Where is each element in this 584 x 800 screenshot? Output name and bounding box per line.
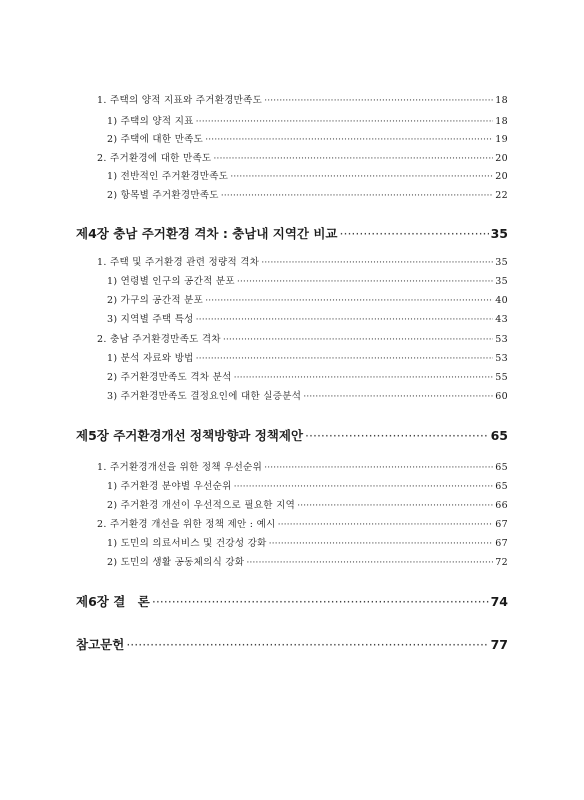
toc-entry-title: 2) 주택에 대한 만족도	[107, 134, 204, 145]
toc-entry[interactable]	[107, 168, 508, 182]
toc-entry-page: 53	[495, 334, 508, 345]
toc-entry-title: 1) 주택의 양적 지표	[107, 116, 194, 127]
toc-entry-page: 77	[490, 637, 508, 652]
toc-entry-page: 40	[495, 295, 508, 306]
toc-entry-title: 2) 도민의 생활 공동체의식 강화	[107, 557, 245, 568]
dot-leader	[340, 226, 489, 241]
toc-entry-page: 67	[495, 538, 508, 549]
dot-leader	[196, 353, 494, 364]
toc-entry-title: 1) 도민의 의료서비스 및 건강성 강화	[107, 538, 267, 549]
toc-entry-page: 20	[495, 153, 508, 164]
toc-entry-page: 53	[495, 353, 508, 364]
toc-entry-page: 20	[495, 171, 508, 182]
toc-entry[interactable]	[107, 554, 508, 568]
dot-leader	[223, 334, 493, 345]
toc-entry[interactable]	[107, 350, 508, 364]
toc-entry[interactable]	[107, 131, 508, 145]
toc-chapter-entry[interactable]	[76, 426, 508, 444]
toc-entry-title: 1. 주거환경개선을 위한 정책 우선순위	[97, 462, 263, 473]
toc-entry[interactable]	[107, 311, 508, 325]
toc-chapter-entry[interactable]	[76, 224, 508, 242]
dot-leader	[264, 462, 493, 473]
toc-entry-page: 19	[495, 134, 508, 145]
toc-entry[interactable]	[107, 497, 508, 511]
toc-entry[interactable]	[97, 516, 508, 530]
toc-entry-page: 43	[495, 314, 508, 325]
toc-entry-title: 1) 전반적인 주거환경만족도	[107, 171, 229, 182]
dot-leader	[126, 637, 488, 652]
dot-leader	[196, 314, 494, 325]
toc-entry-page: 65	[490, 428, 508, 443]
toc-entry-title: 2. 충남 주거환경만족도 격차	[97, 334, 221, 345]
toc-entry-title: 1) 분석 자료와 방법	[107, 353, 194, 364]
toc-entry-page: 55	[495, 372, 508, 383]
toc-entry[interactable]	[97, 92, 508, 106]
toc-entry[interactable]	[107, 292, 508, 306]
toc-entry-page: 18	[495, 95, 508, 106]
toc-entry[interactable]	[107, 535, 508, 549]
dot-leader	[230, 171, 493, 182]
dot-leader	[269, 538, 494, 549]
dot-leader	[196, 116, 494, 127]
toc-entry-title: 3) 주거환경만족도 결정요인에 대한 실증분석	[107, 391, 302, 402]
dot-leader	[237, 276, 493, 287]
toc-entry[interactable]	[107, 478, 508, 492]
toc-entry-page: 18	[495, 116, 508, 127]
toc-entry-title: 2) 항목별 주거환경만족도	[107, 190, 219, 201]
dot-leader	[234, 481, 494, 492]
toc-entry-title: 1) 연령별 인구의 공간적 분포	[107, 276, 235, 287]
toc-entry[interactable]	[97, 254, 508, 268]
dot-leader	[152, 594, 489, 609]
toc-entry[interactable]	[107, 273, 508, 287]
toc-entry-page: 72	[495, 557, 508, 568]
toc-entry-page: 65	[495, 462, 508, 473]
toc-entry[interactable]	[107, 113, 508, 127]
toc-entry-title: 2) 가구의 공간적 분포	[107, 295, 204, 306]
dot-leader	[264, 95, 493, 106]
toc-entry-title: 1) 주거환경 분야별 우선순위	[107, 481, 232, 492]
toc-entry-title: 참고문헌	[76, 637, 125, 652]
toc-chapter-entry[interactable]	[76, 635, 508, 653]
dot-leader	[234, 372, 494, 383]
toc-entry-title: 1. 주택의 양적 지표와 주거환경만족도	[97, 95, 263, 106]
dot-leader	[213, 153, 493, 164]
toc-entry-title: 1. 주택 및 주거환경 관련 정량적 격차	[97, 257, 260, 268]
toc-entry-page: 60	[495, 391, 508, 402]
toc-entry-title: 3) 지역별 주택 특성	[107, 314, 194, 325]
toc-entry[interactable]	[97, 150, 508, 164]
toc-entry[interactable]	[97, 331, 508, 345]
toc-entry-title: 2) 주거환경 개선이 우선적으로 필요한 지역	[107, 500, 296, 511]
toc-entry-page: 65	[495, 481, 508, 492]
toc-entry[interactable]	[107, 187, 508, 201]
dot-leader	[221, 190, 494, 201]
dot-leader	[278, 519, 494, 530]
toc-entry-title: 제6장 결 론	[76, 594, 150, 609]
dot-leader	[303, 391, 493, 402]
toc-entry-page: 67	[495, 519, 508, 530]
toc-entry-page: 22	[495, 190, 508, 201]
toc-entry-page: 35	[495, 257, 508, 268]
toc-chapter-entry[interactable]	[76, 592, 508, 610]
dot-leader	[246, 557, 493, 568]
toc-entry-title: 2. 주거환경에 대한 만족도	[97, 153, 212, 164]
dot-leader	[305, 428, 489, 443]
toc-entry[interactable]	[107, 369, 508, 383]
dot-leader	[297, 500, 493, 511]
toc-entry[interactable]	[97, 459, 508, 473]
toc-entry-page: 35	[495, 276, 508, 287]
toc-entry-page: 66	[495, 500, 508, 511]
toc-entry[interactable]	[107, 388, 508, 402]
toc-entry-page: 35	[490, 226, 508, 241]
dot-leader	[205, 295, 493, 306]
dot-leader	[205, 134, 493, 145]
dot-leader	[261, 257, 493, 268]
toc-entry-page: 74	[490, 594, 508, 609]
toc-entry-title: 제4장 충남 주거환경 격차 : 충남내 지역간 비교	[76, 226, 338, 241]
toc-entry-title: 2) 주거환경만족도 격차 분석	[107, 372, 232, 383]
toc-entry-title: 2. 주거환경 개선을 위한 정책 제안 : 예시	[97, 519, 276, 530]
toc-entry-title: 제5장 주거환경개선 정책방향과 정책제안	[76, 428, 304, 443]
